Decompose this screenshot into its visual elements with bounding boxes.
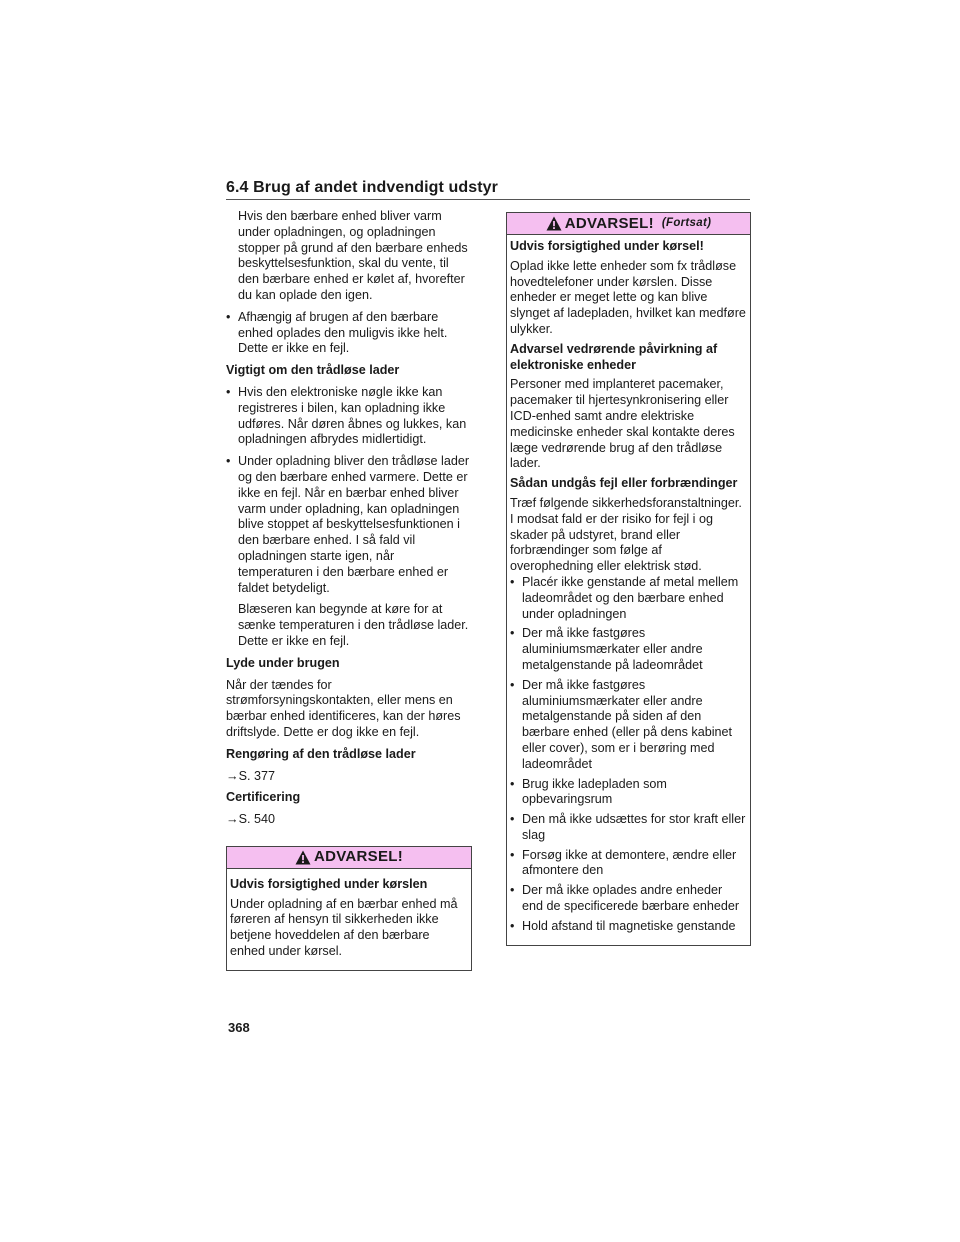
continued-label: (Fortsat) [661, 216, 712, 229]
warning-heading: Advarsel vedrørende påvirkning af elektroniske enheder [510, 341, 718, 372]
list-item: • Der må ikke fastgøres aluminiumsmærkater eller andre metalgenstande på siden af den bærbare enhed (eller på dens kabinet eller cover), som er i berøring med ladeområdet [510, 677, 733, 771]
warning-title: ADVARSEL! [564, 214, 654, 232]
warning-box [226, 846, 472, 971]
section-header: 6.4 Brug af andet indvendigt udstyr [226, 179, 750, 200]
paragraph: Når der tændes for strømforsyningskontakten, eller mens en bærbar enhed identificeres, kan der høres driftslyde. Dette er dog ikke en fejl. [226, 677, 461, 739]
subheading: Lyde under brugen [226, 655, 340, 670]
subheading: Certificering [226, 790, 301, 805]
list-item: • Hold afstand til magnetiske genstande [510, 918, 736, 933]
warning-heading: Udvis forsigtighed under kørsel! [510, 239, 704, 253]
list-item: • Forsøg ikke at demontere, ændre eller afmontere den [510, 847, 737, 878]
warning-icon [546, 216, 562, 231]
warning-title: ADVARSEL! [313, 848, 404, 866]
list-item: • Hvis den elektroniske nøgle ikke kan registreres i bilen, kan opladning ikke udføres. Når døren åbnes og lukkes, kan opladningen afbrydes midlertidigt. [226, 384, 467, 447]
paragraph: Blæseren kan begynde at køre for at sænke temperaturen i den trådløse lader. Dette er ikke en fejl. [238, 602, 469, 648]
right-column [506, 212, 751, 946]
page-reference-link[interactable]: →S. 377 [226, 768, 276, 783]
list-item: • Den må ikke udsættes for stor kraft eller slag [510, 812, 746, 842]
warning-text: Under opladning af en bærbar enhed må føreren af hensyn til sikkerheden ikke betjene hoveddelen af den bærbare enhed under kørsel. [230, 896, 458, 959]
list-item: • Brug ikke ladepladen som opbevaringsrum [510, 776, 667, 807]
warning-text: Oplad ikke lette enheder som fx trådløse hovedtelefoner under kørslen. Disse enheder er meget lette og kan blive slynget af ladepladen, hvilket kan medføre ulykker. [510, 258, 746, 336]
warning-text: Personer med implanteret pacemaker, pacemaker til hjertesynkronisering eller ICD-enhed samt andre elektriske medicinske enheder skal kontakte deres læge vedrørende brug af den trådløse lader. [510, 377, 735, 471]
warning-heading: Sådan undgås fejl eller forbrændinger [510, 476, 738, 491]
warning-header [507, 213, 750, 235]
list-item: • Under opladning bliver den trådløse lader og den bærbare enhed varmere. Dette er ikke en fejl. Når en bærbar enhed bliver varm under opladning, kan opladningen blive stoppet af beskyttelsesfunktionen i den bærbare enhed. I så fald vil opladningen starte igen, når temperaturen i den bærbare enhed er faldet betydeligt. [226, 454, 470, 595]
list-item: • Afhængig af brugen af den bærbare enhed oplades den muligvis ikke helt. Dette er ikke en fejl. [226, 309, 448, 356]
list-item: • Der må ikke fastgøres aluminiumsmærkater eller andre metalgenstande på ladeområdet [510, 626, 703, 672]
page-reference-link[interactable]: →S. 540 [226, 812, 276, 827]
list-item: • Der må ikke oplades andre enheder end de specificerede bærbare enheder [510, 883, 740, 914]
subheading: Vigtigt om den trådløse lader [226, 363, 400, 378]
warning-heading: Udvis forsigtighed under kørslen [230, 876, 428, 891]
warning-icon [295, 850, 311, 865]
left-column [226, 209, 472, 971]
warning-text: Træf følgende sikkerhedsforanstaltninger. I modsat fald er der risiko for fejl i og skader på udstyret, brand eller forbrændinger som følge af overophedning eller elektrisk stød. [510, 495, 742, 574]
warning-header [227, 847, 471, 869]
warning-box-continued [506, 212, 751, 946]
list-item: • Placér ikke genstande af metal mellem ladeområdet og den bærbare enhed under opladningen [510, 574, 739, 621]
page-number: 368 [228, 1020, 250, 1035]
subheading: Rengøring af den trådløse lader [226, 746, 416, 761]
paragraph: Hvis den bærbare enhed bliver varm under opladningen, og opladningen stopper på grund af den bærbare enheds beskyttelsesfunktion, skal du vente, til den bærbare enhed er kølet af, hvorefter du kan oplade den igen. [238, 209, 468, 302]
